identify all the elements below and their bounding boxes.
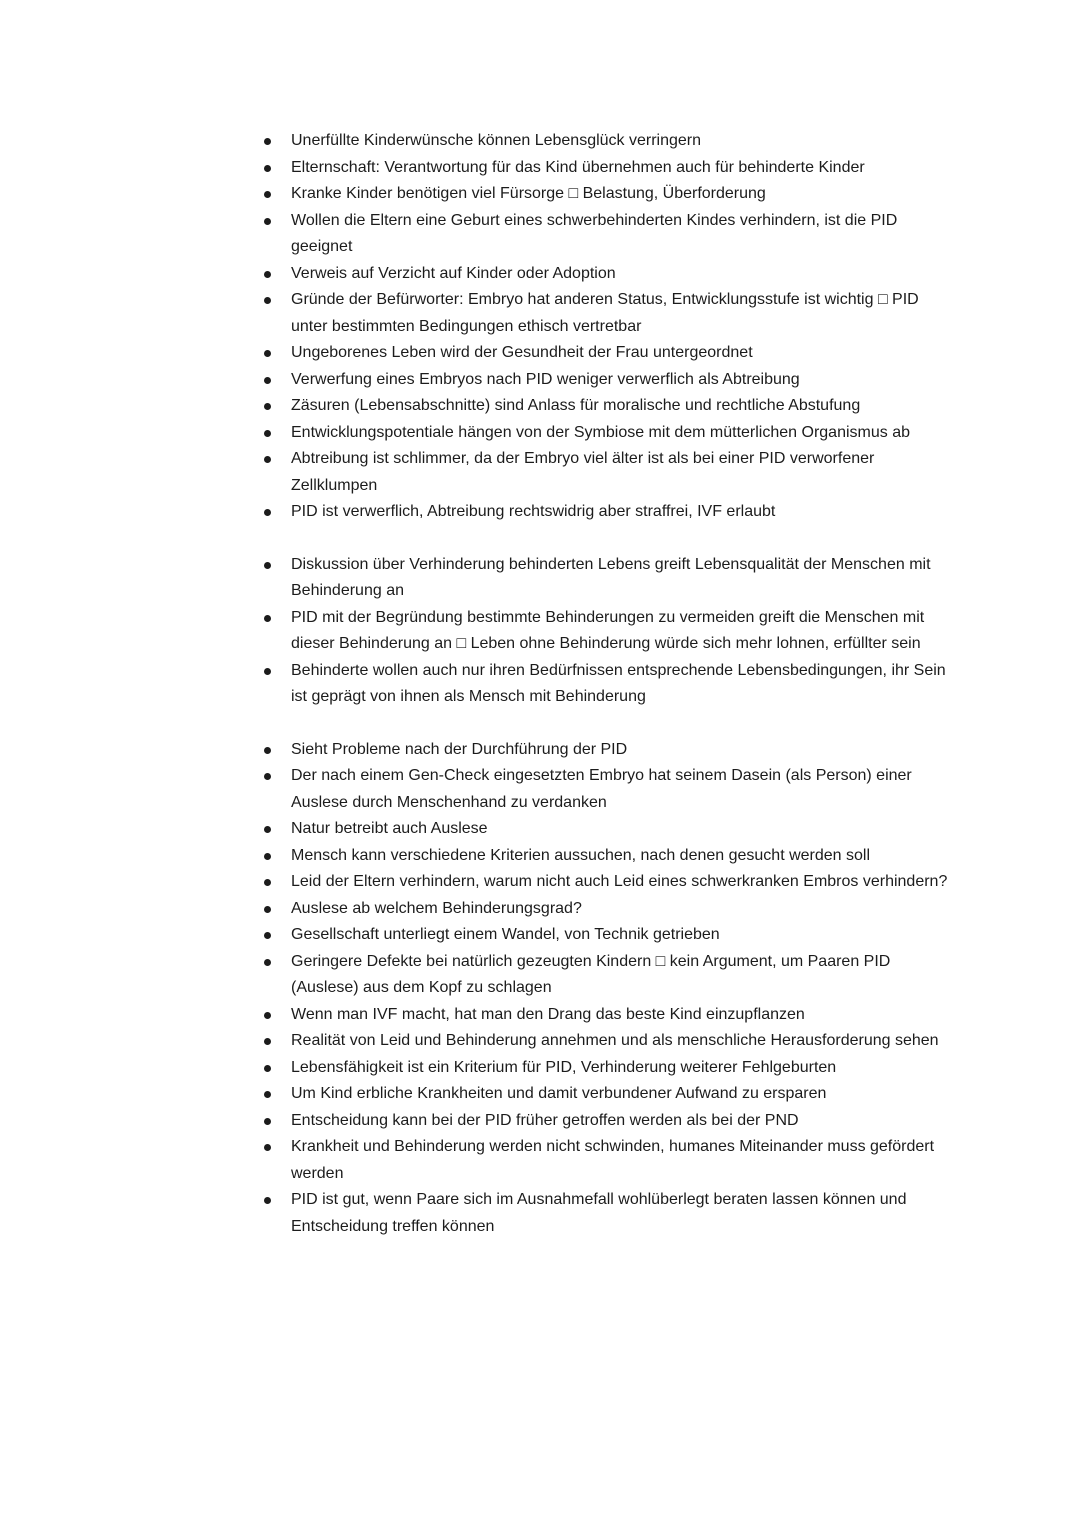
bullet-icon	[264, 1065, 271, 1072]
list-item	[258, 1134, 958, 1187]
list-item-text: Der nach einem Gen-Check eingesetzten Embryo hat seinem Dasein (als Person) einer Auslese durch Menschenhand zu verdanken	[291, 767, 912, 811]
list-item-text: Diskussion über Verhinderung behinderten Lebens greift Lebensqualität der Menschen mit Behinderung an	[291, 555, 931, 599]
bullet-icon	[264, 297, 271, 304]
list-item	[258, 446, 958, 499]
list-item-text: Kranke Kinder benötigen viel Fürsorge □ Belastung, Überforderung	[291, 185, 766, 202]
bullet-icon	[264, 1118, 271, 1125]
list-item-text: Unerfüllte Kinderwünsche können Lebensglück verringern	[291, 132, 702, 149]
list-item	[258, 208, 958, 261]
list-item-text: Wenn man IVF macht, hat man den Drang das beste Kind einzupflanzen	[291, 1005, 805, 1023]
bullet-icon	[264, 562, 271, 569]
bullet-icon	[264, 1091, 271, 1098]
list-item-text: Elternschaft: Verantwortung für das Kind übernehmen auch für behinderte Kinder	[291, 158, 865, 176]
bullet-group-3	[258, 737, 958, 1241]
document-page	[258, 128, 958, 1240]
list-item	[258, 949, 958, 1002]
bullet-icon	[264, 377, 271, 384]
bullet-icon	[264, 1197, 271, 1204]
list-item	[258, 1002, 958, 1029]
list-item	[258, 420, 958, 447]
bullet-icon	[264, 430, 271, 437]
list-item-text: Entscheidung kann bei der PID früher getroffen werden als bei der PND	[291, 1111, 799, 1129]
list-item	[258, 287, 958, 340]
bullet-icon	[264, 191, 271, 198]
list-item	[258, 816, 958, 843]
list-item-text: PID ist gut, wenn Paare sich im Ausnahmefall wohlüberlegt beraten lassen können und Entscheidung treffen können	[291, 1191, 907, 1235]
bullet-icon	[264, 1012, 271, 1019]
list-item-text: Krankheit und Behinderung werden nicht schwinden, humanes Miteinander muss gefördert werden	[291, 1138, 935, 1182]
list-item-text: Geringere Defekte bei natürlich gezeugten Kindern □ kein Argument, um Paaren PID (Auslese) aus dem Kopf zu schlagen	[291, 952, 891, 996]
list-item-text: Natur betreibt auch Auslese	[291, 820, 488, 837]
list-item-text: Entwicklungspotentiale hängen von der Symbiose mit dem mütterlichen Organismus ab	[291, 423, 910, 441]
list-item	[258, 552, 958, 605]
list-item	[258, 128, 958, 155]
bullet-icon	[264, 879, 271, 886]
list-item-text: PID ist verwerflich, Abtreibung rechtswidrig aber straffrei, IVF erlaubt	[291, 503, 776, 520]
list-item-text: Verweis auf Verzicht auf Kinder oder Adoption	[291, 264, 616, 282]
bullet-icon	[264, 403, 271, 410]
bullet-icon	[264, 138, 271, 145]
list-item-text: PID mit der Begründung bestimmte Behinderungen zu vermeiden greift die Menschen mit dieser Behinderung an □ Leben ohne Behinderung würde sich mehr lohnen, erfüllter sein	[291, 608, 925, 652]
bullet-icon	[264, 826, 271, 833]
list-item-text: Behinderte wollen auch nur ihren Bedürfnissen entsprechende Lebensbedingungen, ihr Sein ist geprägt von ihnen als Mensch mit Behinderung	[291, 661, 946, 705]
list-item-text: Realität von Leid und Behinderung annehmen und als menschliche Herausforderung sehen	[291, 1032, 939, 1049]
bullet-group-2	[258, 552, 958, 711]
bullet-icon	[264, 456, 271, 463]
list-item	[258, 1187, 958, 1240]
list-item-text: Ungeborenes Leben wird der Gesundheit der Frau untergeordnet	[291, 344, 753, 361]
bullet-icon	[264, 350, 271, 357]
list-item	[258, 1081, 958, 1108]
bullet-icon	[264, 1038, 271, 1045]
list-item	[258, 605, 958, 658]
bullet-icon	[264, 959, 271, 966]
bullet-icon	[264, 906, 271, 913]
list-item	[258, 1108, 958, 1135]
list-item	[258, 181, 958, 208]
list-item-text: Lebensfähigkeit ist ein Kriterium für PID, Verhinderung weiterer Fehlgeburten	[291, 1058, 837, 1076]
list-item	[258, 499, 958, 526]
bullet-icon	[264, 509, 271, 516]
list-item	[258, 1028, 958, 1055]
list-item-text: Auslese ab welchem Behinderungsgrad?	[291, 899, 582, 917]
bullet-icon	[264, 165, 271, 172]
bullet-icon	[264, 747, 271, 754]
bullet-icon	[264, 1144, 271, 1151]
list-item	[258, 843, 958, 870]
bullet-group-1	[258, 128, 958, 526]
list-item-text: Gründe der Befürworter: Embryo hat anderen Status, Entwicklungsstufe ist wichtig □ PID unter bestimmten Bedingungen ethisch vertretbar	[291, 291, 919, 335]
list-item	[258, 367, 958, 394]
bullet-icon	[264, 853, 271, 860]
list-item	[258, 922, 958, 949]
list-item-text: Wollen die Eltern eine Geburt eines schwerbehinderten Kindes verhindern, ist die PID geeignet	[291, 211, 898, 255]
list-item-text: Verwerfung eines Embryos nach PID weniger verwerflich als Abtreibung	[291, 370, 800, 388]
bullet-icon	[264, 218, 271, 225]
list-item-text: Gesellschaft unterliegt einem Wandel, von Technik getrieben	[291, 926, 720, 943]
list-item	[258, 1055, 958, 1082]
bullet-icon	[264, 668, 271, 675]
bullet-icon	[264, 932, 271, 939]
list-item	[258, 340, 958, 367]
list-item	[258, 261, 958, 288]
list-item	[258, 393, 958, 420]
list-item	[258, 763, 958, 816]
list-item	[258, 155, 958, 182]
list-item	[258, 737, 958, 764]
list-item-text: Mensch kann verschiedene Kriterien aussuchen, nach denen gesucht werden soll	[291, 846, 871, 864]
list-item	[258, 658, 958, 711]
bullet-icon	[264, 615, 271, 622]
list-item-text: Sieht Probleme nach der Durchführung der PID	[291, 740, 628, 758]
list-item	[258, 896, 958, 923]
bullet-icon	[264, 271, 271, 278]
list-item-text: Abtreibung ist schlimmer, da der Embryo viel älter ist als bei einer PID verworfener Zellklumpen	[291, 450, 875, 494]
list-item-text: Leid der Eltern verhindern, warum nicht auch Leid eines schwerkranken Embros verhindern?	[291, 873, 948, 890]
list-item-text: Um Kind erbliche Krankheiten und damit verbundener Aufwand zu ersparen	[291, 1085, 827, 1102]
bullet-icon	[264, 773, 271, 780]
list-item	[258, 869, 958, 896]
list-item-text: Zäsuren (Lebensabschnitte) sind Anlass für moralische und rechtliche Abstufung	[291, 397, 861, 414]
